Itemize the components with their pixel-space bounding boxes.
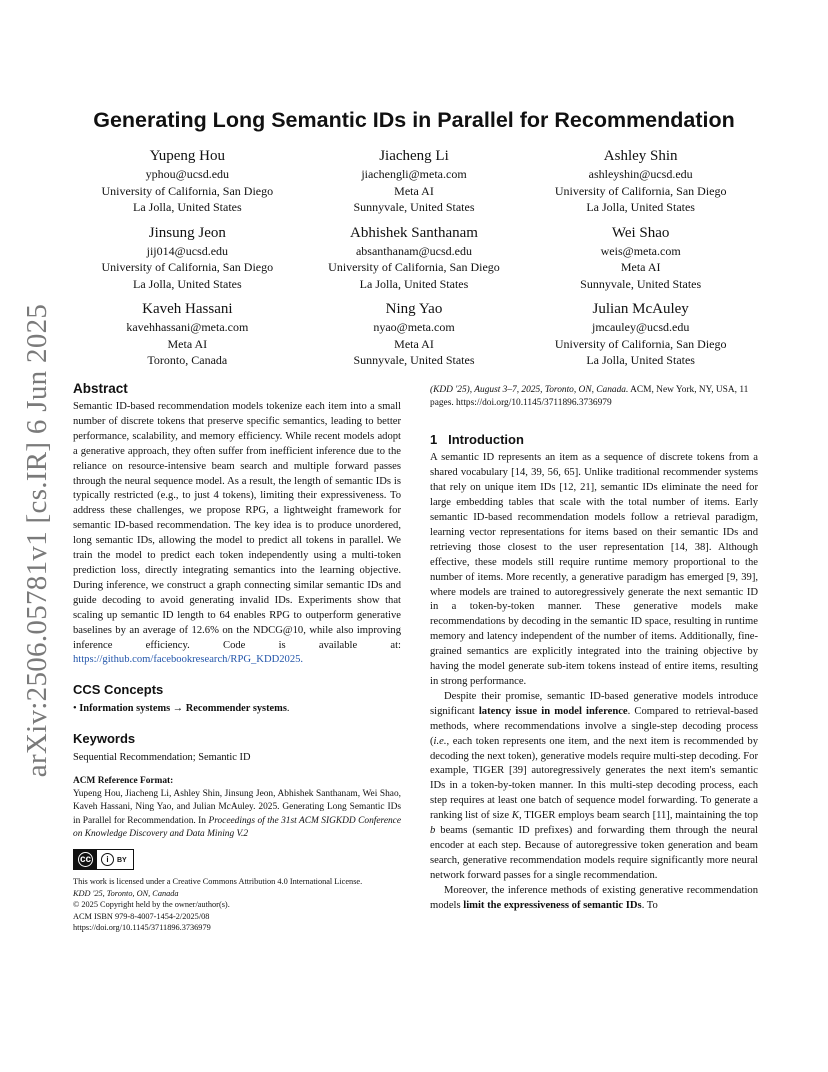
author-affiliation: Meta AI: [394, 336, 434, 351]
author-location: Sunnyvale, United States: [353, 353, 475, 367]
p2-g: beams (semantic ID prefixes) and forwarding them through the neural encoder at each step. Because of autoregressive token generation and beam search, generative recommendation models require significantly more neural network forward passes for a single recommendation.: [430, 825, 758, 881]
author-email: jmcauley@ucsd.edu: [591, 320, 690, 334]
acm-ref-publisher: ACM, New York, NY, USA, 11 pages. https://doi.org/10.1145/3711896.3736979: [430, 385, 749, 409]
author-card: [527, 147, 754, 216]
author-email: jiachengli@meta.com: [361, 167, 467, 181]
author-email: weis@meta.com: [600, 243, 681, 258]
keywords-text: Sequential Recommendation; Semantic ID: [73, 752, 251, 764]
author-location: La Jolla, United States: [133, 200, 242, 214]
p3-bold-expressiveness: limit the expressiveness of semantic IDs: [463, 899, 642, 911]
author-affiliation: University of California, San Diego: [554, 183, 727, 198]
author-card: [527, 300, 754, 369]
author-email: yphou@ucsd.edu: [145, 167, 230, 181]
p2-c: . Compared to retrieval-based methods, where recommendations involve a single-step decoding process (: [430, 705, 758, 747]
author-card: [301, 224, 528, 293]
author-name: Yupeng Hou: [149, 148, 226, 164]
ccs-subconcept: Recommender systems: [185, 703, 287, 715]
author-location: La Jolla, United States: [586, 353, 695, 367]
right-column: [430, 384, 758, 914]
code-link[interactable]: https://github.com/facebookresearch/RPG_KDD2025.: [73, 654, 304, 666]
author-email: jij014@ucsd.edu: [146, 243, 229, 258]
author-name: Abhishek Santhanam: [350, 224, 478, 241]
ccs-concept: Information systems: [79, 703, 171, 715]
intro-paragraph-1: A semantic ID represents an item as a sequence of discrete tokens from a shared vocabulary [14, 39, 56, 65]. Unlike traditional recommender systems that rely on unique item IDs [12, 21], semantic IDs eliminate the need for large embedding tables that scale with the total number of items. Early semantic ID-based recommendation models follow a retrieval paradigm, learning vector representations for items based on their semantic IDs and retrieving those closest to the user representation [14, 38]. Although effective, these models still require runtime memory proportional to the number of items. More recently, a generative paradigm has emerged [9, 39], where models are trained to autoregressively generate the next semantic ID in a token-by-token manner. These generative models make recommendations by decoding in the semantic ID space, resulting in runtime memory and latency independent of the number of items. Additionally, fine-grained semantics are explicitly integrated into the training objective by having the model generate sub-item tokens instead of entire items, resulting in strong performance.: [430, 452, 758, 687]
author-name: Jiacheng Li: [379, 148, 449, 164]
license-doi: https://doi.org/10.1145/3711896.3736979: [73, 923, 211, 933]
author-affiliation: Meta AI: [620, 260, 661, 274]
author-name: Kaveh Hassani: [142, 301, 233, 317]
author-location: Toronto, Canada: [147, 353, 228, 367]
author-card: [74, 147, 301, 216]
author-affiliation: Meta AI: [167, 336, 208, 351]
ccs-heading: CCS Concepts: [73, 682, 164, 698]
author-email: kavehhassani@meta.com: [126, 320, 249, 334]
intro-paragraph-2: [430, 690, 758, 884]
abstract-text: [73, 400, 401, 668]
author-affiliation: University of California, San Diego: [101, 260, 274, 274]
author-name: Wei Shao: [611, 224, 670, 241]
acm-ref-venue: (KDD '25), August 3–7, 2025, Toronto, ON, Canada.: [430, 385, 629, 395]
author-affiliation: Meta AI: [394, 183, 434, 198]
intro-paragraph-3: [430, 884, 758, 914]
paper-title: Generating Long Semantic IDs in Parallel for Recommendation: [93, 108, 735, 132]
person-icon: i: [101, 853, 114, 866]
abstract-heading: Abstract: [73, 381, 128, 396]
author-card: [301, 300, 528, 369]
author-affiliation: University of California, San Diego: [554, 336, 727, 351]
p2-e: , each token represents one item, and the next item is recommended by decoding the next token), generative models require multi-step decoding. For example, TIGER [39] autoregressively generates the next item's semantic IDs in a token-by-token manner. In this multi-step decoding process, each step requires at least one batch of sequence model forwarding. To generate a ranking list of size: [430, 735, 758, 822]
license-copyright: © 2025 Copyright held by the owner/author(s).: [73, 900, 230, 910]
license-block: [73, 876, 401, 934]
author-name: Ning Yao: [385, 301, 443, 317]
author-card: [74, 300, 301, 369]
by-label: BY: [117, 856, 127, 864]
acm-ref-continued: [430, 384, 758, 410]
license-line: This work is licensed under a Creative Commons Attribution 4.0 International License.: [73, 876, 363, 886]
author-name: Julian McAuley: [592, 301, 689, 317]
author-affiliation: University of California, San Diego: [101, 183, 274, 198]
p2-ie: i.e.: [433, 735, 447, 747]
intro-heading-text: Introduction: [448, 432, 524, 448]
p3-c: . To: [641, 899, 658, 911]
author-card: [74, 224, 301, 293]
p3-a: Moreover, the inference methods of existing generative recommendation models: [430, 884, 758, 911]
author-location: La Jolla, United States: [359, 276, 469, 291]
cc-by-badge[interactable]: [73, 849, 134, 870]
author-location: La Jolla, United States: [133, 276, 242, 291]
author-email: nyao@meta.com: [373, 320, 455, 334]
keywords-heading: Keywords: [73, 731, 136, 747]
by-icon: [97, 853, 133, 866]
author-block: [74, 147, 754, 369]
p2-b: b: [430, 825, 436, 837]
cc-icon: [74, 850, 97, 869]
acm-ref-heading: ACM Reference Format:: [73, 776, 174, 787]
author-email: absanthanam@ucsd.edu: [355, 243, 472, 258]
ccs-arrow: →: [172, 703, 184, 715]
author-email: ashleyshin@ucsd.edu: [588, 167, 693, 181]
ccs-end: .: [286, 703, 290, 715]
author-name: Ashley Shin: [603, 148, 678, 164]
author-card: [301, 147, 528, 216]
p2-bold-latency: latency issue in model inference: [478, 705, 628, 717]
author-card: [527, 224, 754, 293]
p2-k: K: [511, 810, 519, 822]
license-venue: KDD '25, Toronto, ON, Canada: [73, 888, 179, 898]
arxiv-sidebar: [18, 303, 58, 777]
intro-heading: [430, 432, 758, 447]
acm-ref-text: [73, 788, 401, 841]
intro-heading-number: 1: [430, 432, 438, 448]
author-name: Jinsung Jeon: [148, 224, 226, 241]
cc-icon-glyph: cc: [79, 853, 92, 865]
acm-ref-proceedings: Proceedings of the 31st ACM SIGKDD Conference on Knowledge Discovery and Data Mining V.2: [73, 815, 401, 839]
author-location: Sunnyvale, United States: [580, 276, 702, 291]
ccs-bullet: •: [73, 703, 77, 715]
p2-a: Despite their promise, semantic ID-based generative models introduce significant: [430, 690, 758, 717]
license-isbn: ACM ISBN 979-8-4007-1454-2/2025/08: [73, 911, 210, 921]
author-location: La Jolla, United States: [586, 200, 695, 214]
acm-ref-main: Yupeng Hou, Jiacheng Li, Ashley Shin, Jinsung Jeon, Abhishek Santhanam, Wei Shao, Kaveh Hassani, Ning Yao, and Julian McAuley. 2025. Generating Long Semantic IDs in Parallel for Recommendation. In: [73, 789, 401, 826]
left-column: [73, 381, 401, 934]
p2-f: , TIGER employs beam search [11], maintaining the top: [518, 810, 759, 822]
ccs-concepts: [73, 702, 401, 717]
author-location: Sunnyvale, United States: [353, 200, 475, 214]
abstract-body: Semantic ID-based recommendation models tokenize each item into a small number of discrete tokens that preserve specific semantics, leading to better performance, scalability, and memory efficiency. While recent models adopt a generative approach, they often suffer from inefficient inference due to the reliance on resource-intensive beam search and multiple forward passes through the neural sequence model. As a result, the length of semantic IDs is typically restricted (e.g., to just 4 tokens), limiting their expressiveness. To address these challenges, we propose RPG, a lightweight framework for semantic ID-based recommendation. The key idea is to produce unordered, long semantic IDs, allowing the model to predict all tokens in parallel. We train the model to predict each token independently using a multi-token prediction loss, directly integrating semantics into the learning objective. During inference, we construct a graph connecting similar semantic IDs and guide decoding to avoid generating invalid IDs. Experiments show that scaling up semantic ID length to 64 enables RPG to outperform generative baselines by an average of 12.6% on the NDCG@10, while also improving inference efficiency. Code is available at:: [73, 401, 401, 651]
arxiv-identifier: arXiv:2506.05781v1 [cs.IR] 6 Jun 2025: [21, 303, 54, 777]
author-affiliation: University of California, San Diego: [328, 260, 500, 274]
